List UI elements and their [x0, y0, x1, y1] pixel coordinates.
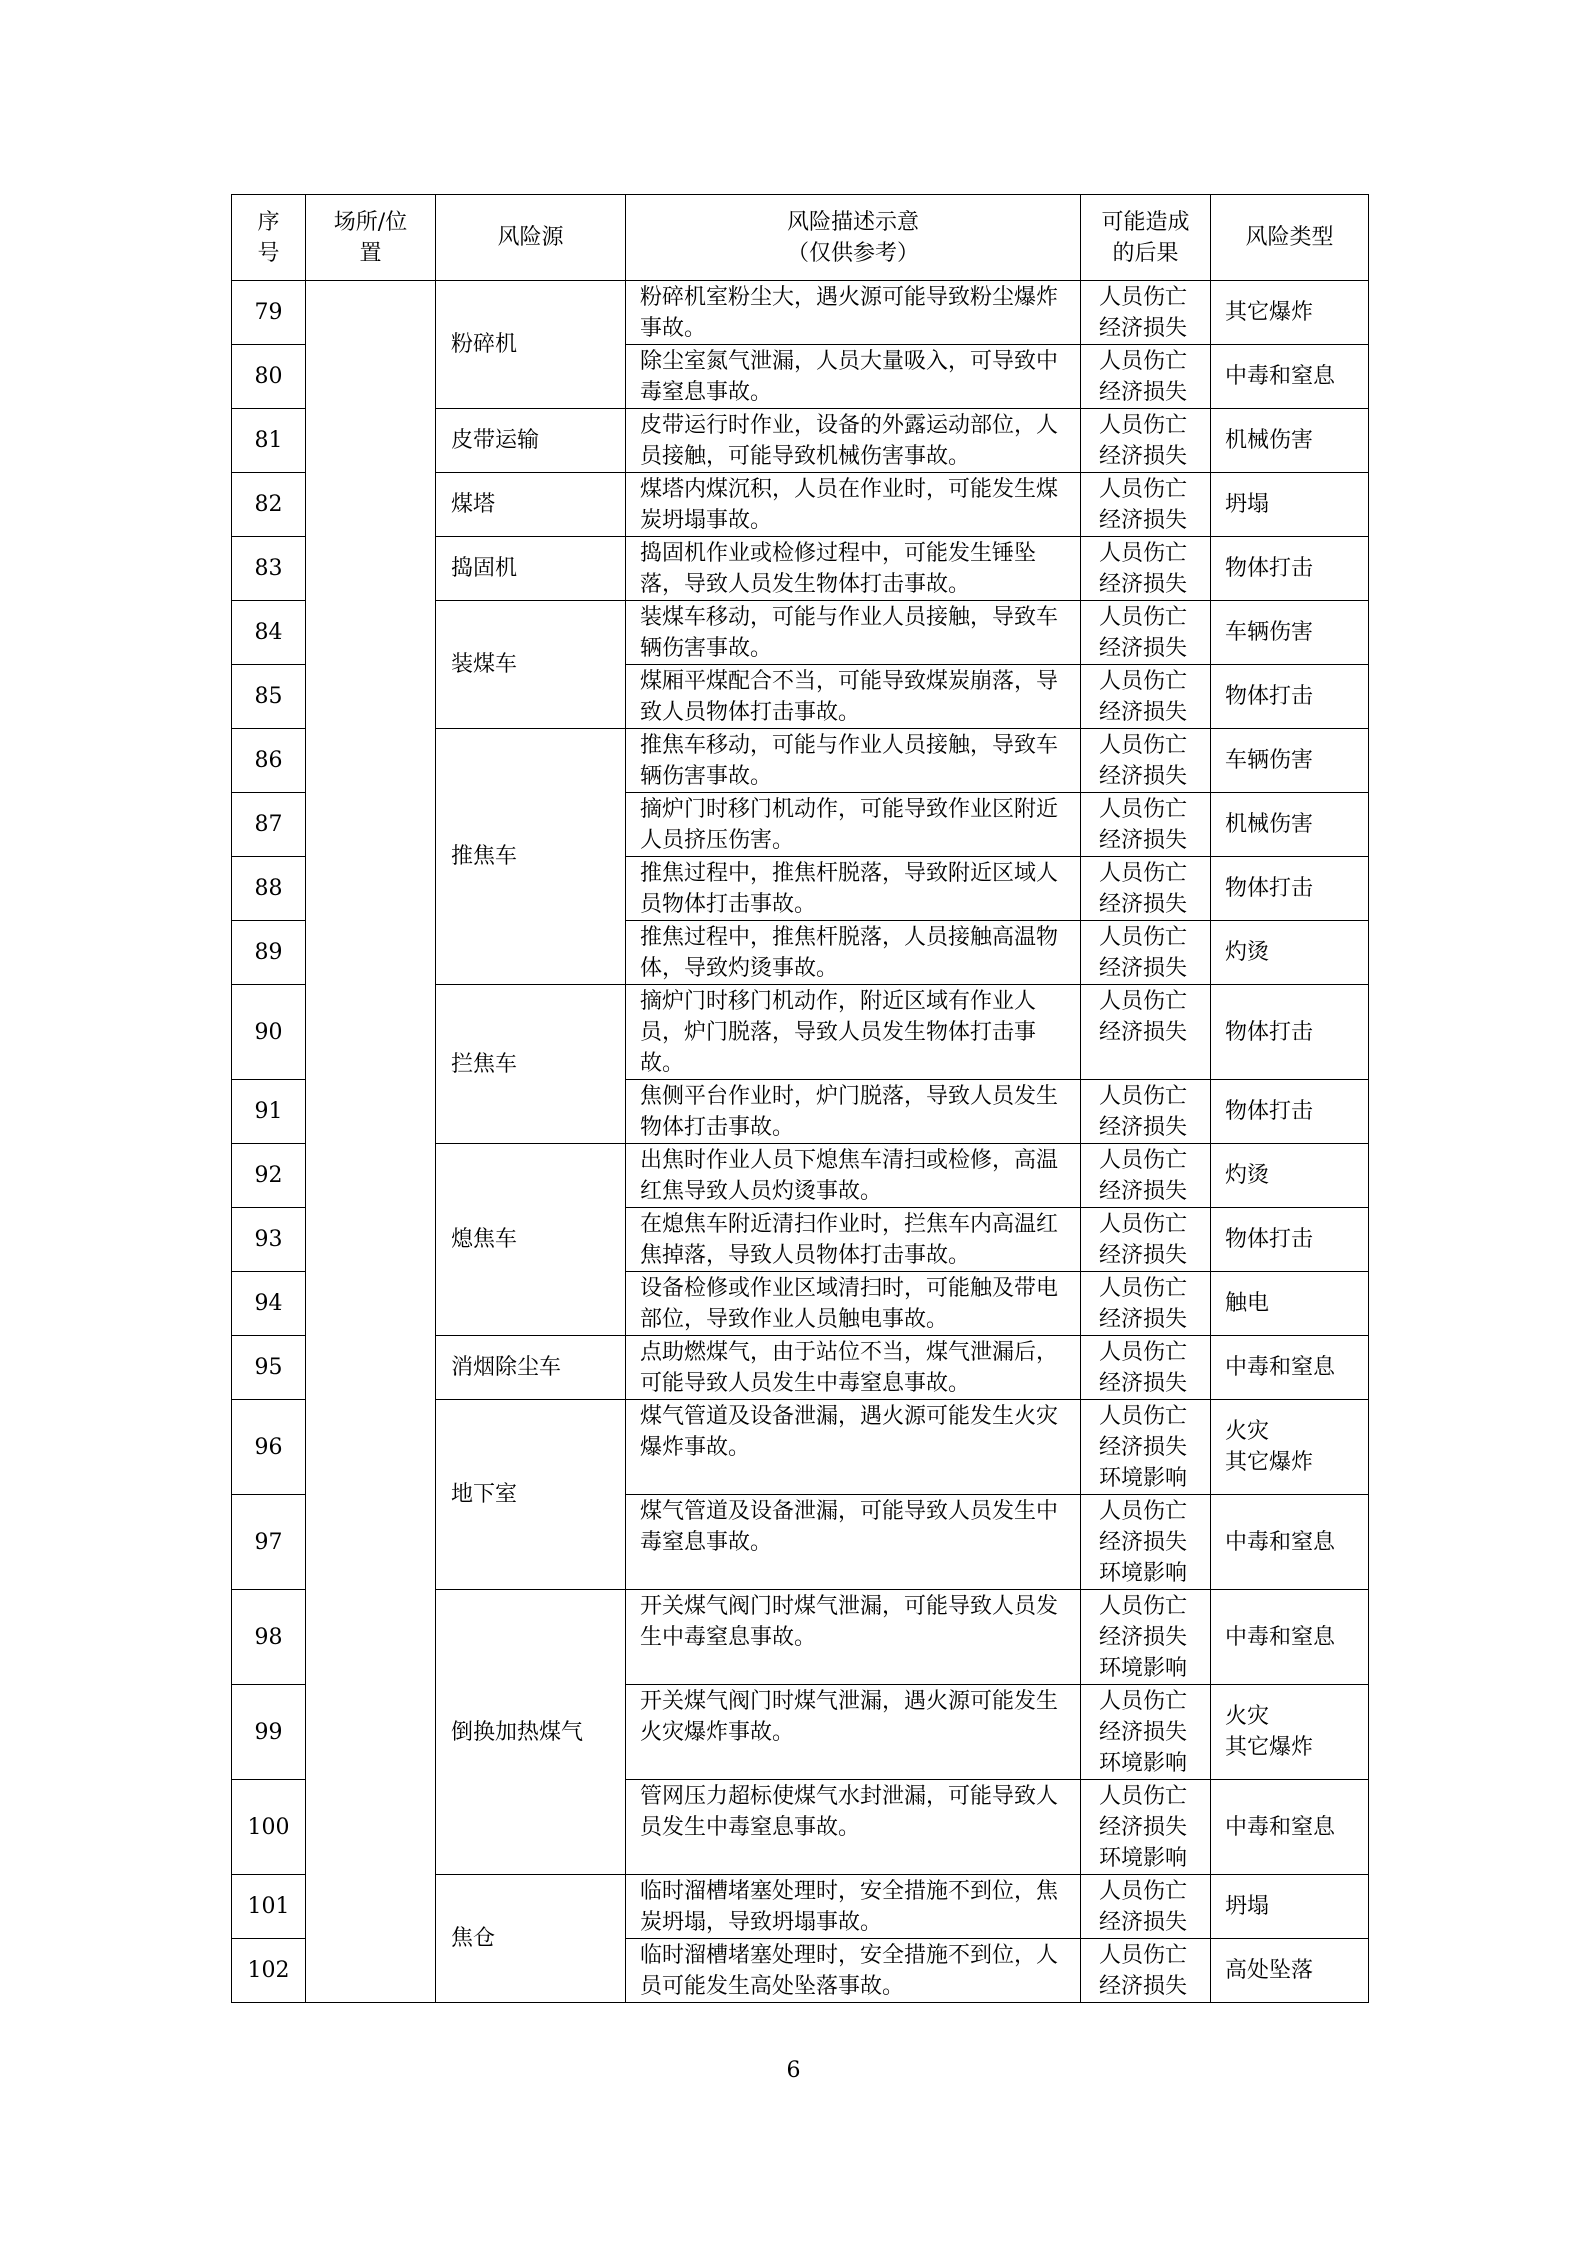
risk-type-cell: 车辆伤害 [1211, 729, 1369, 793]
risk-type-cell: 高处坠落 [1211, 1939, 1369, 2003]
risk-type-cell: 机械伤害 [1211, 793, 1369, 857]
consequence-cell: 人员伤亡 经济损失 [1081, 1144, 1211, 1208]
page-number: 6 [786, 2058, 801, 2083]
header-source: 风险源 [436, 195, 626, 281]
row-no: 102 [232, 1939, 306, 2003]
row-no: 97 [232, 1495, 306, 1590]
row-no: 95 [232, 1336, 306, 1400]
risk-description: 摘炉门时移门机动作，可能导致作业区附近人员挤压伤害。 [626, 793, 1081, 857]
consequence-cell: 人员伤亡 经济损失 环境影响 [1081, 1400, 1211, 1495]
risk-source-cell: 倒换加热煤气 [436, 1590, 626, 1875]
risk-source-cell: 拦焦车 [436, 985, 626, 1144]
consequence-cell: 人员伤亡 经济损失 [1081, 857, 1211, 921]
row-no: 89 [232, 921, 306, 985]
row-no: 100 [232, 1780, 306, 1875]
risk-description: 煤塔内煤沉积，人员在作业时，可能发生煤炭坍塌事故。 [626, 473, 1081, 537]
risk-description: 捣固机作业或检修过程中，可能发生锤坠落，导致人员发生物体打击事故。 [626, 537, 1081, 601]
risk-description: 在熄焦车附近清扫作业时，拦焦车内高温红焦掉落，导致人员物体打击事故。 [626, 1208, 1081, 1272]
risk-description: 装煤车移动，可能与作业人员接触，导致车辆伤害事故。 [626, 601, 1081, 665]
header-location: 场所/位 置 [306, 195, 436, 281]
row-no: 84 [232, 601, 306, 665]
consequence-cell: 人员伤亡 经济损失 [1081, 1875, 1211, 1939]
risk-description: 临时溜槽堵塞处理时，安全措施不到位，人员可能发生高处坠落事故。 [626, 1939, 1081, 2003]
risk-source-cell: 熄焦车 [436, 1144, 626, 1336]
row-no: 85 [232, 665, 306, 729]
risk-type-cell: 坍塌 [1211, 473, 1369, 537]
risk-source-cell: 捣固机 [436, 537, 626, 601]
consequence-cell: 人员伤亡 经济损失 [1081, 1336, 1211, 1400]
risk-type-cell: 物体打击 [1211, 1208, 1369, 1272]
consequence-cell: 人员伤亡 经济损失 [1081, 985, 1211, 1080]
risk-description: 皮带运行时作业，设备的外露运动部位，人员接触，可能导致机械伤害事故。 [626, 409, 1081, 473]
risk-type-cell: 中毒和窒息 [1211, 1590, 1369, 1685]
row-no: 82 [232, 473, 306, 537]
risk-description: 焦侧平台作业时，炉门脱落，导致人员发生物体打击事故。 [626, 1080, 1081, 1144]
risk-description: 出焦时作业人员下熄焦车清扫或检修，高温红焦导致人员灼烫事故。 [626, 1144, 1081, 1208]
row-no: 80 [232, 345, 306, 409]
row-no: 98 [232, 1590, 306, 1685]
risk-type-cell: 灼烫 [1211, 921, 1369, 985]
risk-source-cell: 粉碎机 [436, 281, 626, 409]
header-no: 序 号 [232, 195, 306, 281]
row-no: 87 [232, 793, 306, 857]
risk-type-cell: 物体打击 [1211, 665, 1369, 729]
row-no: 91 [232, 1080, 306, 1144]
risk-type-cell: 车辆伤害 [1211, 601, 1369, 665]
consequence-cell: 人员伤亡 经济损失 [1081, 729, 1211, 793]
risk-source-cell: 地下室 [436, 1400, 626, 1590]
row-no: 88 [232, 857, 306, 921]
header-type: 风险类型 [1211, 195, 1369, 281]
header-consequence: 可能造成 的后果 [1081, 195, 1211, 281]
risk-type-cell: 中毒和窒息 [1211, 1780, 1369, 1875]
consequence-cell: 人员伤亡 经济损失 [1081, 921, 1211, 985]
risk-type-cell: 机械伤害 [1211, 409, 1369, 473]
consequence-cell: 人员伤亡 经济损失 环境影响 [1081, 1780, 1211, 1875]
row-no: 101 [232, 1875, 306, 1939]
consequence-cell: 人员伤亡 经济损失 [1081, 665, 1211, 729]
row-no: 93 [232, 1208, 306, 1272]
risk-source-cell: 推焦车 [436, 729, 626, 985]
consequence-cell: 人员伤亡 经济损失 [1081, 1939, 1211, 2003]
risk-description: 开关煤气阀门时煤气泄漏，遇火源可能发生火灾爆炸事故。 [626, 1685, 1081, 1780]
risk-description: 管网压力超标使煤气水封泄漏，可能导致人员发生中毒窒息事故。 [626, 1780, 1081, 1875]
risk-type-cell: 中毒和窒息 [1211, 1495, 1369, 1590]
risk-description: 设备检修或作业区域清扫时，可能触及带电部位，导致作业人员触电事故。 [626, 1272, 1081, 1336]
consequence-cell: 人员伤亡 经济损失 [1081, 409, 1211, 473]
row-no: 94 [232, 1272, 306, 1336]
risk-description: 粉碎机室粉尘大，遇火源可能导致粉尘爆炸事故。 [626, 281, 1081, 345]
risk-source-cell: 皮带运输 [436, 409, 626, 473]
consequence-cell: 人员伤亡 经济损失 [1081, 601, 1211, 665]
risk-source-cell: 煤塔 [436, 473, 626, 537]
row-no: 90 [232, 985, 306, 1080]
risk-type-cell: 火灾 其它爆炸 [1211, 1685, 1369, 1780]
risk-source-cell: 消烟除尘车 [436, 1336, 626, 1400]
risk-description: 煤气管道及设备泄漏，可能导致人员发生中毒窒息事故。 [626, 1495, 1081, 1590]
risk-description: 推焦过程中，推焦杆脱落，人员接触高温物体，导致灼烫事故。 [626, 921, 1081, 985]
consequence-cell: 人员伤亡 经济损失 [1081, 345, 1211, 409]
row-no: 83 [232, 537, 306, 601]
risk-type-cell: 其它爆炸 [1211, 281, 1369, 345]
risk-type-cell: 触电 [1211, 1272, 1369, 1336]
row-no: 81 [232, 409, 306, 473]
header-description: 风险描述示意 （仅供参考） [626, 195, 1081, 281]
row-no: 79 [232, 281, 306, 345]
risk-type-cell: 灼烫 [1211, 1144, 1369, 1208]
row-no: 86 [232, 729, 306, 793]
risk-description: 开关煤气阀门时煤气泄漏，可能导致人员发生中毒窒息事故。 [626, 1590, 1081, 1685]
risk-description: 点助燃煤气，由于站位不当，煤气泄漏后，可能导致人员发生中毒窒息事故。 [626, 1336, 1081, 1400]
risk-source-cell: 焦仓 [436, 1875, 626, 2003]
risk-source-cell: 装煤车 [436, 601, 626, 729]
header-row [232, 195, 1369, 281]
consequence-cell: 人员伤亡 经济损失 [1081, 473, 1211, 537]
risk-type-cell: 中毒和窒息 [1211, 345, 1369, 409]
risk-description: 除尘室氮气泄漏，人员大量吸入，可导致中毒窒息事故。 [626, 345, 1081, 409]
risk-type-cell: 坍塌 [1211, 1875, 1369, 1939]
risk-description: 临时溜槽堵塞处理时，安全措施不到位，焦炭坍塌，导致坍塌事故。 [626, 1875, 1081, 1939]
risk-description: 煤厢平煤配合不当，可能导致煤炭崩落，导致人员物体打击事故。 [626, 665, 1081, 729]
row-no: 96 [232, 1400, 306, 1495]
risk-type-cell: 物体打击 [1211, 857, 1369, 921]
consequence-cell: 人员伤亡 经济损失 [1081, 1208, 1211, 1272]
risk-type-cell: 物体打击 [1211, 985, 1369, 1080]
location-cell [306, 281, 436, 2003]
risk-description: 煤气管道及设备泄漏，遇火源可能发生火灾爆炸事故。 [626, 1400, 1081, 1495]
consequence-cell: 人员伤亡 经济损失 环境影响 [1081, 1590, 1211, 1685]
risk-type-cell: 物体打击 [1211, 537, 1369, 601]
table-row [232, 281, 1369, 345]
risk-description: 推焦车移动，可能与作业人员接触，导致车辆伤害事故。 [626, 729, 1081, 793]
consequence-cell: 人员伤亡 经济损失 环境影响 [1081, 1685, 1211, 1780]
row-no: 92 [232, 1144, 306, 1208]
risk-type-cell: 中毒和窒息 [1211, 1336, 1369, 1400]
consequence-cell: 人员伤亡 经济损失 [1081, 1272, 1211, 1336]
consequence-cell: 人员伤亡 经济损失 [1081, 537, 1211, 601]
consequence-cell: 人员伤亡 经济损失 [1081, 793, 1211, 857]
consequence-cell: 人员伤亡 经济损失 环境影响 [1081, 1495, 1211, 1590]
risk-type-cell: 物体打击 [1211, 1080, 1369, 1144]
row-no: 99 [232, 1685, 306, 1780]
consequence-cell: 人员伤亡 经济损失 [1081, 1080, 1211, 1144]
risk-description: 推焦过程中，推焦杆脱落，导致附近区域人员物体打击事故。 [626, 857, 1081, 921]
risk-table [231, 194, 1369, 2003]
risk-description: 摘炉门时移门机动作，附近区域有作业人员，炉门脱落，导致人员发生物体打击事故。 [626, 985, 1081, 1080]
consequence-cell: 人员伤亡 经济损失 [1081, 281, 1211, 345]
risk-type-cell: 火灾 其它爆炸 [1211, 1400, 1369, 1495]
